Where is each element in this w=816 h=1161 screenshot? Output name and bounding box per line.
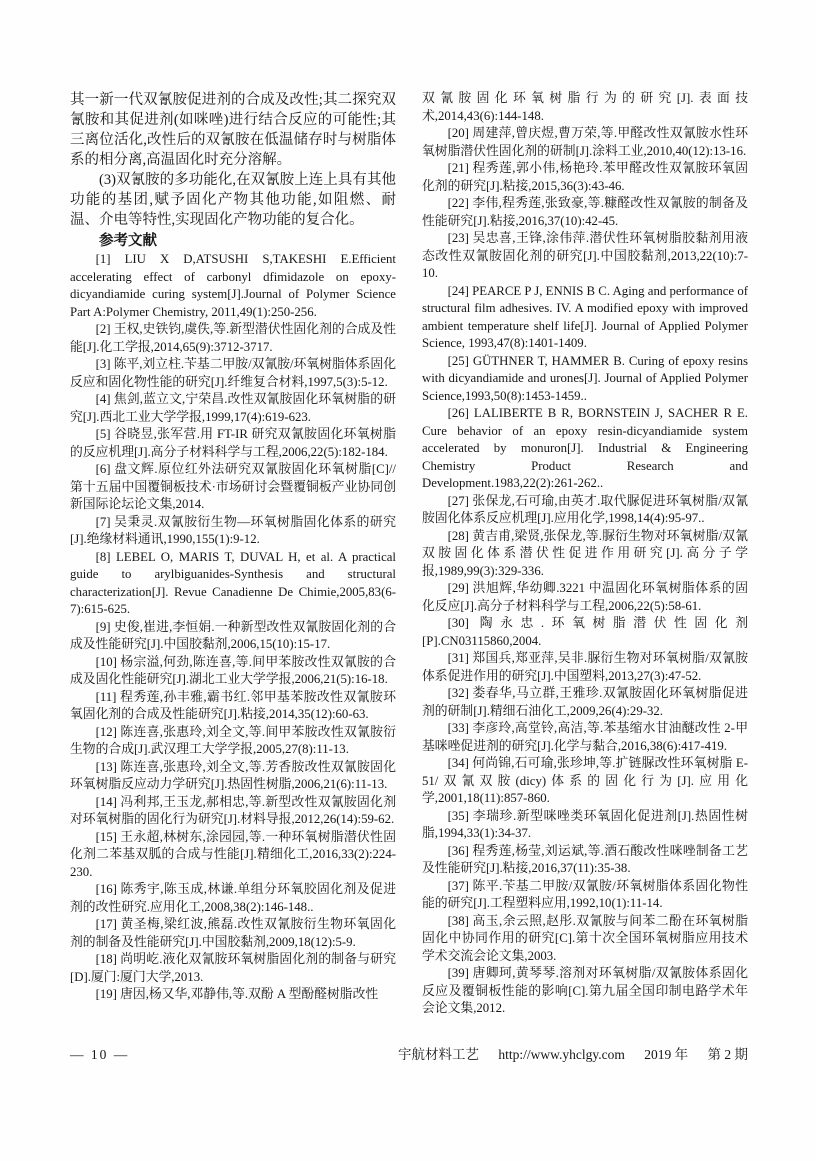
reference-item: [10] 杨宗溢,何劲,陈连喜,等.间甲苯胺改性双氰胺的合成及固化性能研究[J].湖北工业大学学报,2006,21(5):16-18.: [70, 654, 396, 686]
reference-item: [24] PEARCE P J, ENNIS B C. Aging and performance of structural film adhesives. IV. A modified epoxy with improved ambient temperature shelf life[J]. Journal of Applied Polymer Science, 1993,47(8):1401-1409.: [422, 283, 748, 350]
journal-url: http://www.yhclgy.com: [498, 1047, 625, 1062]
journal-year: 2019 年: [644, 1047, 689, 1062]
page-number: — 10 —: [70, 1047, 130, 1062]
reference-item: [15] 王永超,林树东,涂园园,等.一种环氧树脂潜伏性固化剂二苯基双胍的合成与性能[J].精细化工,2016,33(2):224-230.: [70, 829, 396, 879]
references-list-left: [70, 251, 396, 1004]
reference-item: [19] 唐因,杨又华,邓静伟,等.双酚 A 型酚醛树脂改性: [95, 987, 379, 1001]
references-heading: 参考文献: [99, 233, 157, 249]
journal-issue: 第 2 期: [707, 1047, 748, 1062]
reference-item: [4] 焦剑,蓝立文,宁荣昌.改性双氰胺固化环氧树脂的研究[J].西北工业大学学报,1999,17(4):619-623.: [70, 392, 396, 424]
reference-item: [36] 程秀莲,杨莹,刘运斌,等.酒石酸改性咪唑制备工艺及性能研究[J].粘接,2016,37(11):35-38.: [422, 843, 748, 875]
reference-item: [39] 唐卿珂,黄琴琴.溶剂对环氧树脂/双氰胺体系固化反应及覆铜板性能的影响[C].第九届全国印制电路学术年会论文集,2012.: [422, 966, 748, 1015]
reference-item: [20] 周建萍,曾庆煜,曹万荣,等.甲醛改性双氰胺水性环氧树脂潜伏性固化剂的研制[J].涂料工业,2010,40(12):13-16.: [422, 126, 748, 158]
reference-item: [31] 郑国兵,郑亚萍,吴非.脲衍生物对环氧树脂/双氰胺体系促进作用的研究[J].中国塑料,2013,27(3):47-52.: [422, 651, 748, 683]
journal-info: [398, 1046, 748, 1064]
reference-item: [27] 张保龙,石可瑜,由英才.取代脲促进环氧树脂/双氰胺固化体系反应机理[J].应用化学,1998,14(4):95-97..: [422, 493, 748, 525]
reference-item: [9] 史俊,崔进,李恒娟.一种新型改性双氰胺固化剂的合成及性能研究[J].中国胶黏剂,2006,15(10):15-17.: [70, 619, 396, 651]
reference-item: [18] 尚明屹.液化双氰胺环氧树脂固化剂的制备与研究[D].厦门:厦门大学,2013.: [70, 952, 396, 984]
references-list-right: [422, 125, 748, 1018]
body-paragraph-multifunction: (3)双氰胺的多功能化,在双氰胺上连上具有其他功能的基团,赋予固化产物其他功能,如阻燃、耐温、介电等特性,实现固化产物功能的复合化。: [70, 172, 396, 228]
journal-name: 宇航材料工艺: [398, 1047, 480, 1062]
reference-item: [6] 盘文辉.原位红外法研究双氰胺固化环氧树脂[C]//第十五届中国覆铜板技术·市场研讨会暨覆铜板产业协同创新国际论坛论文集,2014.: [70, 462, 396, 511]
reference-19-continuation: 双氰胺固化环氧树脂行为的研究[J].表面技术,2014,43(6):144-148.: [422, 91, 748, 123]
reference-item: [16] 陈秀宇,陈玉成,林谦.单组分环氧胶固化剂及促进剂的改性研究.应用化工,2008,38(2):146-148..: [70, 882, 396, 914]
reference-item: [12] 陈连喜,张惠玲,刘全文,等.间甲苯胺改性双氰胺衍生物的合成[J].武汉理工大学学报,2005,27(8):11-13.: [70, 724, 396, 756]
body-paragraph-continuation: 其一新一代双氰胺促进剂的合成及改性;其二探究双氰胺和其促进剂(如咪唑)进行结合反应的可能性;其三离位活化,改性后的双氰胺在低温储存时与树脂体系的相分离,高温固化时充分溶解。: [70, 92, 396, 168]
reference-item: [35] 李瑞珍.新型咪唑类环氧固化促进剂[J].热固性树脂,1994,33(1):34-37.: [422, 808, 748, 840]
reference-item: [7] 吴秉灵.双氰胺衍生物—环氧树脂固化体系的研究[J].绝缘材料通讯,1990,155(1):9-12.: [70, 514, 396, 546]
page-footer: [70, 1046, 748, 1064]
reference-item: [2] 王权,史铁钧,虞佚,等.新型潜伏性固化剂的合成及性能[J].化工学报,2014,65(9):3712-3717.: [70, 322, 396, 354]
reference-item: [3] 陈平,刘立柱.苄基二甲胺/双氰胺/环氧树脂体系固化反应和固化物性能的研究[J].纤维复合材料,1997,5(3):5-12.: [70, 357, 396, 389]
reference-item: [23] 吴忠喜,王锋,涂伟萍.潜伏性环氧树脂胶黏剂用液态改性双氰胺固化剂的研究[J].中国胶黏剂,2013,22(10):7-10.: [422, 231, 748, 280]
reference-item: [37] 陈平.苄基二甲胺/双氰胺/环氧树脂体系固化物性能的研究[J].工程塑料应用,1992,10(1):11-14.: [422, 878, 748, 910]
reference-item: [14] 冯利邦,王玉龙,郝相忠,等.新型改性双氰胺固化剂对环氧树脂的固化行为研究[J].材料导报,2012,26(14):59-62.: [70, 794, 396, 826]
reference-item: [28] 黄吉甫,梁贤,张保龙,等.脲衍生物对环氧树脂/双氰双胺固化体系潜伏性促进作用研究[J].高分子学报,1989,99(3):329-336.: [422, 528, 748, 578]
two-column-text: [70, 90, 748, 1018]
right-column: [422, 90, 748, 1018]
reference-item: [32] 娄春华,马立群,王雅珍.双氰胺固化环氧树脂促进剂的研制[J].精细石油化工,2009,26(4):29-32.: [422, 686, 748, 718]
reference-item: [30] 陶永忠.环氧树脂潜伏性固化剂[P].CN03115860,2004.: [422, 616, 748, 648]
reference-item: [1] LIU X D,ATSUSHI S,TAKESHI E.Efficient accelerating effect of carbonyl dfimidazole on epoxy-dicyandiamide curing system[J].Journal of Polymer Science Part A:Polymer Chemistry, 2011,49(1):250-256.: [70, 252, 396, 319]
reference-item: [25] GÜTHNER T, HAMMER B. Curing of epoxy resins with dicyandiamide and urones[J]. Journal of Applied Polymer Science,1993,50(8):1453-1459..: [422, 353, 748, 403]
reference-item: [21] 程秀莲,郭小伟,杨艳玲.苯甲醛改性双氰胺环氧固化剂的研究[J].粘接,2015,36(3):43-46.: [422, 161, 748, 193]
reference-item: [29] 洪旭辉,华幼卿.3221 中温固化环氧树脂体系的固化反应[J].高分子材料科学与工程,2006,22(5):58-61.: [422, 581, 748, 613]
reference-item: [13] 陈连喜,张惠玲,刘全文,等.芳香胺改性双氰胺固化环氧树脂反应动力学研究[J].热固性树脂,2006,21(6):11-13.: [70, 759, 396, 791]
reference-item: [11] 程秀莲,孙丰雅,霸书红.邻甲基苯胺改性双氰胺环氧固化剂的合成及性能研究[J].粘接,2014,35(12):60-63.: [70, 689, 396, 721]
reference-item: [17] 黄圣梅,梁红波,熊磊.改性双氰胺衍生物环氧固化剂的制备及性能研究[J].中国胶黏剂,2009,18(12):5-9.: [70, 917, 396, 949]
reference-item: [34] 何尚锦,石可瑜,张珍坤,等.扩链脲改性环氧树脂 E-51/双氰双胺(dicy)体系的固化行为[J].应用化学,2001,18(11):857-860.: [422, 756, 748, 805]
reference-item: [33] 李彦玲,高堂铃,高洁,等.苯基缩水甘油醚改性 2-甲基咪唑促进剂的研究[J].化学与黏合,2016,38(6):417-419.: [422, 721, 748, 753]
reference-item: [26] LALIBERTE B R, BORNSTEIN J, SACHER R E. Cure behavior of an epoxy resin-dicyandiamide system accelerated by monuron[J]. Industrial & Engineering Chemistry Product Research and Development.1983,22(2):261-262..: [422, 406, 748, 490]
reference-item: [38] 高玉,余云照,赵彤.双氰胺与间苯二酚在环氧树脂固化中协同作用的研究[C].第十次全国环氧树脂应用技术学术交流会论文集,2003.: [422, 913, 748, 963]
reference-item: [22] 李伟,程秀莲,张致豪,等.糠醛改性双氰胺的制备及性能研究[J].粘接,2016,37(10):42-45.: [422, 196, 748, 228]
reference-item: [5] 谷晓昱,张军营.用 FT-IR 研究双氰胺固化环氧树脂的反应机理[J].高分子材料科学与工程,2006,22(5):182-184.: [70, 427, 396, 459]
reference-item: [8] LEBEL O, MARIS T, DUVAL H, et al. A practical guide to arylbiguanides-Synthesis and structural characterization[J]. Revue Canadienne De Chimie,2005,83(6-7):615-625.: [70, 549, 396, 616]
left-column: [70, 90, 396, 1018]
